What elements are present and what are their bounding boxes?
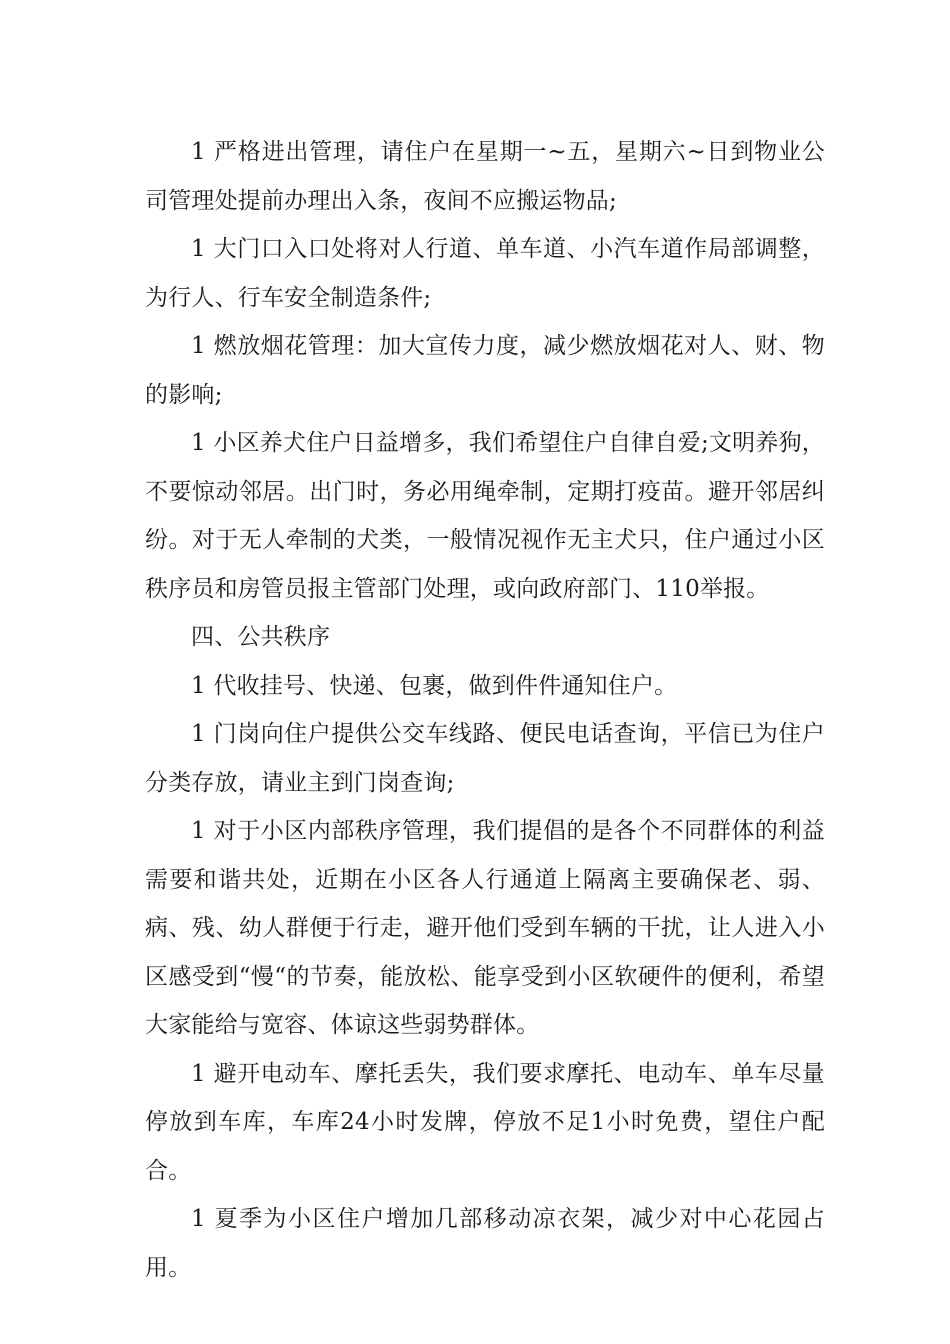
paragraph-parcels: 1 代收挂号、快递、包裹，做到件件通知住户。 [191, 672, 678, 699]
paragraph-entry-control: 1 严格进出管理，请住户在星期一~五，星期六~日到物业公司管理处提前办理出入条，夜间不应搬运物品; [145, 139, 825, 214]
document-body [145, 128, 825, 1292]
paragraph-gate-lane-adjustment: 1 大门口入口处将对人行道、单车道、小汽车道作局部调整，为行人、行车安全制造条件; [145, 236, 825, 311]
paragraph-fireworks: 1 燃放烟花管理：加大宣传力度，减少燃放烟花对人、财、物的影响; [145, 333, 825, 408]
paragraph-drying-racks: 1 夏季为小区住户增加几部移动凉衣架，减少对中心花园占用。 [145, 1206, 825, 1281]
section-heading-public-order: 四、公共秩序 [191, 624, 331, 650]
paragraph-gatehouse-info: 1 门岗向住户提供公交车线路、便民电话查询，平信已为住户分类存放，请业主到门岗查询; [145, 721, 825, 796]
paragraph-dog-keeping: 1 小区养犬住户日益增多，我们希望住户自律自爱;文明养狗，不要惊动邻居。出门时，务必用绳牵制，定期打疫苗。避开邻居纠纷。对于无人牵制的犬类，一般情况视作无主犬只，住户通过小区秩序员和房管员报主管部门处理，或向政府部门、110举报。 [145, 430, 825, 602]
paragraph-vehicle-parking: 1 避开电动车、摩托丢失，我们要求摩托、电动车、单车尽量停放到车库，车库24小时发牌，停放不足1小时免费，望住户配合。 [145, 1060, 825, 1184]
paragraph-internal-order: 1 对于小区内部秩序管理，我们提倡的是各个不同群体的利益需要和谐共处，近期在小区各人行通道上隔离主要确保老、弱、病、残、幼人群便于行走，避开他们受到车辆的干扰，让人进入小区感受到“慢“的节奏，能放松、能享受到小区软硬件的便利，希望大家能给与宽容、体谅这些弱势群体。 [145, 818, 825, 1038]
